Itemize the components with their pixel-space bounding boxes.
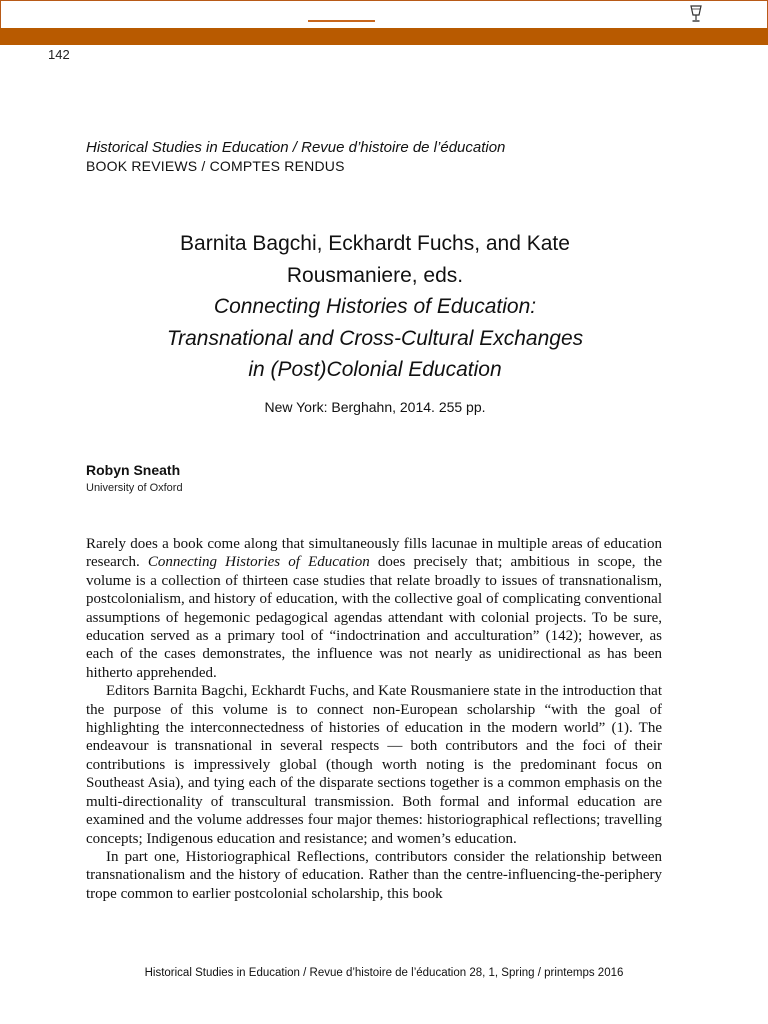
accent-band	[0, 28, 768, 45]
journal-title: Historical Studies in Education / Revue d’histoire de l’éducation	[86, 139, 506, 156]
section-label: BOOK REVIEWS / COMPTES RENDUS	[86, 158, 345, 174]
top-toolbar	[0, 0, 768, 28]
page-footer: Historical Studies in Education / Revue d’histoire de l’éducation 28, 1, Spring / printemps 2016	[144, 967, 624, 979]
book-editors-line-1: Barnita Bagchi, Eckhardt Fuchs, and Kate	[180, 232, 570, 255]
book-editors-line-2: Rousmaniere, eds.	[286, 263, 464, 287]
book-title-line-1: Connecting Histories of Education:	[213, 295, 537, 318]
paragraph: In part one, Historiographical Reflections, contributors consider the relationship between transnationalism and the history of education. Rather than the centre-influencing-the-periphery trope common to earlier postcolonial scholarship, this book	[86, 848, 662, 902]
cup-icon	[689, 4, 703, 24]
book-title-line-3: in (Post)Colonial Education	[248, 358, 502, 381]
book-title-line-2: Transnational and Cross-Cultural Exchanges	[166, 326, 584, 350]
reviewer-affiliation: University of Oxford	[86, 482, 183, 494]
reviewer-name: Robyn Sneath	[86, 462, 181, 478]
page-number: 142	[48, 47, 70, 62]
accent-underline	[308, 20, 375, 22]
paragraph: Editors Barnita Bagchi, Eckhardt Fuchs, and Kate Rousmaniere state in the introduction that the purpose of this volume is to connect non-European scholarship “with the goal of highlighting the interconnectedness of histories of education in the modern world” (1). The endeavour is transnational in several respects — both contributors and the foci of their contributions is impressively global (though worth noting is the predominant focus on Southeast Asia), and tying each of the disparate sections together is a common emphasis on the multi-directionality of transcultural transmission. Both formal and informal education are examined and the volume addresses four major themes: historiographical reflections; travelling concepts; Indigenous education and resistance; and women’s education.	[86, 683, 662, 847]
paragraph	[86, 535, 662, 682]
review-body	[86, 535, 662, 903]
book-heading	[86, 228, 664, 386]
book-title-reference: Connecting Histories of Education	[147, 554, 370, 571]
paragraph-text: does precisely that; ambitious in scope, the volume is a collection of thirteen case studies that relate broadly to issues of transnationalism, postcolonialism, and history of education, with the collective goal of complicating conventional assumptions of hegemonic pedagogical agendas attendant with colonial projects. To be sure, education served as a primary tool of “indoctrination and acculturation” (142); however, as each of the cases demonstrates, the influence was not nearly as unidirectional as has been hitherto apprehended.	[86, 554, 662, 681]
paragraph-text: Rarely does a book come along that simultaneously fills lacunae in multiple areas of education research.	[86, 536, 662, 571]
publication-info: New York: Berghahn, 2014. 255 pp.	[264, 399, 486, 415]
